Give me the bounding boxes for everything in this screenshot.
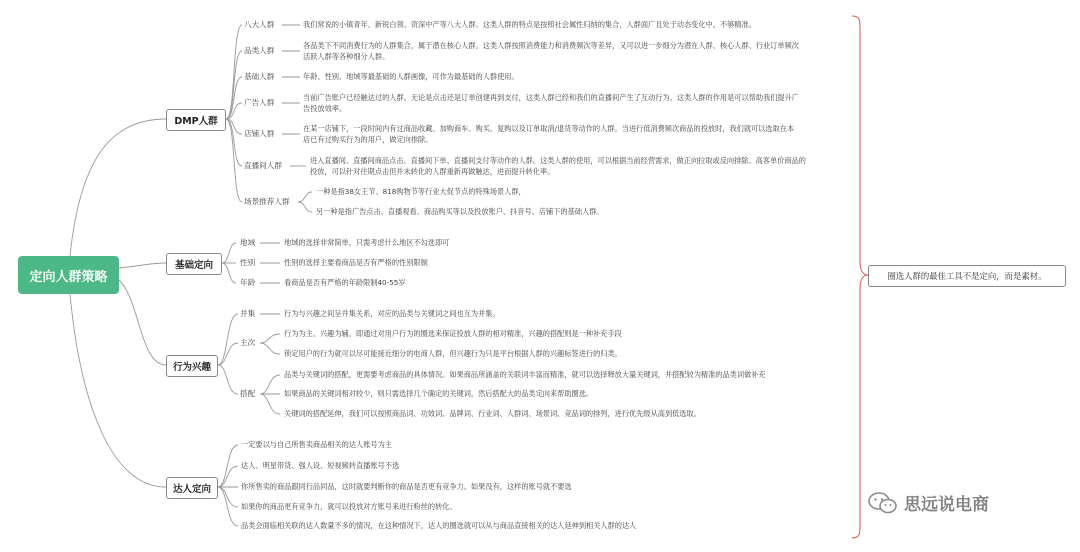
summary-node[interactable]: 圈选人群的最佳工具不是定向，而是素材。 [868, 265, 1066, 287]
interest-label-priority[interactable]: 主次 [240, 338, 256, 347]
interest-text: 行为与兴趣之间呈并集关系，对应的品类与关键词之间也互为并集。 [284, 309, 500, 318]
dmp-text: 店已有过购买行为的用户，做定向排除。 [303, 135, 433, 144]
kol-item: 你所售卖的商品跟同行品同品，这时就要判断你的商品是否更有竞争力。如果没有，这样的账号就不要选 [241, 482, 572, 491]
basic-text: 性别的选择主要看商品是否有严格的性别限制 [284, 258, 428, 267]
interest-text: 锁定用户的行为就可以尽可能接近细分的电商人群，但兴趣行为只是平台根据人群的兴趣标签进行的归类。 [284, 349, 622, 358]
dmp-text: 当前广告账户已经触达过的人群。无论是点击还是订单创建再到支付，这类人群已经和我们的直播间产生了互动行为。这类人群的作用是可以帮助我们提升广 [303, 93, 799, 102]
interest-text: 品类与关键词的搭配，更需要考虑商品的具体情况。如果商品所涵盖的关联词丰富而精准，就可以选择释放大量关键词，并搭配较为精准的品类词做补充 [284, 370, 766, 379]
interest-label-combo[interactable]: 搭配 [240, 389, 256, 398]
basic-text: 看商品是否有严格的年龄限制40-55岁 [284, 278, 406, 287]
dmp-text: 一种是指38女王节、818购物节等行业大促节点的特殊场景人群， [316, 187, 526, 196]
kol-item: 一定要以与自己所售卖商品相关的达人账号为主 [241, 440, 392, 449]
dmp-text: 告投放效率。 [303, 104, 347, 113]
basic-label-gender[interactable]: 性别 [240, 258, 256, 267]
branch-dmp[interactable]: DMP人群 [166, 109, 226, 131]
dmp-text: 另一种是指广告点击、直播观看、商品购买等以及投放账户、抖音号、店铺下的基础人群。 [316, 207, 604, 216]
interest-text: 如果商品的关键词相对较少，则只需选择几个确定的关键词，然后搭配大的品类定向来帮助圈选。 [284, 389, 594, 398]
branch-kol-targeting[interactable]: 达人定向 [166, 477, 218, 499]
dmp-label-eight-groups[interactable]: 八大人群 [244, 20, 275, 29]
dmp-text: 进入直播间、直播间商品点击、直播间下单、直播间支付等动作的人群。这类人群的使用，可以根据当前经营需求，做正向拉取或反向排除。高客单价商品的 [310, 156, 806, 165]
dmp-label-ad[interactable]: 广告人群 [244, 98, 275, 107]
basic-text: 地域的选择非常简单，只需考虑什么地区不勾选即可 [284, 238, 450, 247]
dmp-text: 活跃人群等各种细分人群。 [303, 52, 390, 61]
watermark [868, 490, 989, 515]
branch-behavior-interest[interactable]: 行为兴趣 [166, 355, 218, 377]
dmp-label-basic[interactable]: 基础人群 [244, 72, 275, 81]
wechat-icon [868, 492, 898, 514]
dmp-label-store[interactable]: 店铺人群 [244, 129, 275, 138]
root-node[interactable]: 定向人群策略 [18, 256, 119, 294]
dmp-text: 各品类下不同消费行为的人群集合，属于潜在核心人群。这类人群按照消费能力和消费频次等差异，又可以进一步细分为潜在人群、核心人群、行业订单频次 [303, 41, 799, 50]
dmp-text: 年龄、性别、地域等最基础的人群画像，可作为最基础的人群使用。 [303, 72, 519, 81]
kol-item: 如果你的商品更有竞争力，就可以投放对方账号来进行粉丝的转化。 [241, 502, 457, 511]
kol-item: 达人、明星带货、强人设、短视频转直播账号不选 [241, 461, 400, 470]
dmp-label-live-room[interactable]: 直播间人群 [244, 161, 282, 170]
interest-label-union[interactable]: 并集 [240, 309, 256, 318]
basic-label-age[interactable]: 年龄 [240, 278, 256, 287]
dmp-label-scene[interactable]: 场景推荐人群 [244, 197, 290, 206]
interest-text: 行为为主、兴趣为辅，即通过对用户行为的圈选来保证投放人群的相对精准，兴趣的搭配则是一种补充手段 [284, 329, 622, 338]
dmp-label-category[interactable]: 品类人群 [244, 46, 275, 55]
dmp-text: 投放，可以针对往期点击但并未转化的人群重新再做触达，进而提升转化率。 [310, 167, 555, 176]
kol-item: 品类会面临相关联的达人数量不多的情况，在这种情况下，达人的圈选就可以从与商品直接相关的达人延伸到相关人群的达人 [241, 521, 637, 530]
watermark-text: 思远说电商 [904, 495, 989, 515]
dmp-text: 我们常说的小镇青年、新锐白领、资深中产等八大人群。这类人群的特点是按照社会属性归纳的集合，人群面广且处于动态变化中，不够精准。 [303, 20, 756, 29]
basic-label-region[interactable]: 地域 [240, 238, 256, 247]
branch-basic-targeting[interactable]: 基础定向 [166, 253, 222, 275]
interest-text: 关键词的搭配延伸，我们可以按照商品词、功效词、品牌词、行业词、人群词、场景词、竞品词的排列，进行优先级从高到低选取。 [284, 409, 701, 418]
dmp-text: 在某一店铺下，一段时间内有过商品收藏、加购商车、购买、复购以及订单取消/退货等动作的人群。当进行低消费频次商品的投放时，我们就可以选取在本 [303, 124, 795, 133]
